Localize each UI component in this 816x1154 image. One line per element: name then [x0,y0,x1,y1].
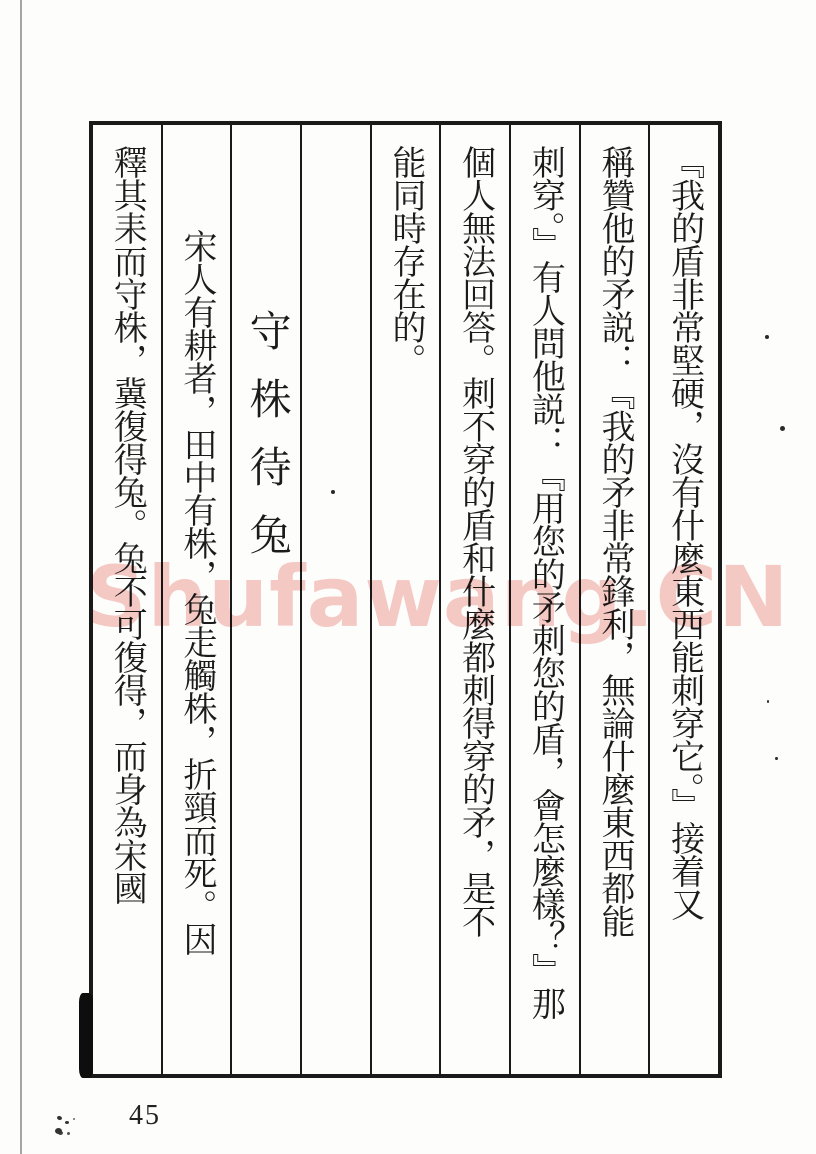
page-number: 45 [129,1100,161,1131]
manuscript-column-7-title [232,125,302,1074]
manuscript-column-2 [581,125,651,1074]
ink-speck [765,335,769,339]
manuscript-column-5 [372,125,442,1074]
manuscript-column-8 [163,125,233,1074]
manuscript-column-1 [650,125,718,1074]
manuscript-column-9 [93,125,163,1074]
column-text: 刺穿。』有人問他説：『用您的矛刺您的盾，會怎麼樣？』那 [526,145,564,1019]
ink-speck [780,426,785,431]
story-title: 守株待兔 [243,309,290,581]
ink-speck [775,757,778,760]
column-text: 『我的盾非常堅硬，沒有什麼東西能刺穿它。』接着又 [665,145,703,920]
column-text: 稱贊他的矛説：『我的矛非常鋒利，無論什麼東西都能 [595,145,633,937]
scan-edge-line [20,0,22,1154]
ink-blob [79,993,93,1078]
manuscript-column-3 [511,125,581,1074]
ink-smudge [53,1112,83,1144]
manuscript-frame [89,121,722,1078]
column-text: 宋人有耕者，田中有株，兔走觸株，折頸而死。因 [177,229,215,955]
column-text: 個人無法回答。刺不穿的盾和什麼都刺得穿的矛，是不 [456,145,494,937]
ink-speck [331,490,335,494]
site-watermark: Shufawang.CN [86,548,790,646]
column-text: 能同時存在的。 [386,145,424,376]
ink-speck [767,700,769,703]
manuscript-column-4 [441,125,511,1074]
manuscript-column-6-empty [302,125,372,1074]
column-text: 釋其耒而守株，冀復得兔。兔不可復得，而身為宋國 [108,145,146,904]
